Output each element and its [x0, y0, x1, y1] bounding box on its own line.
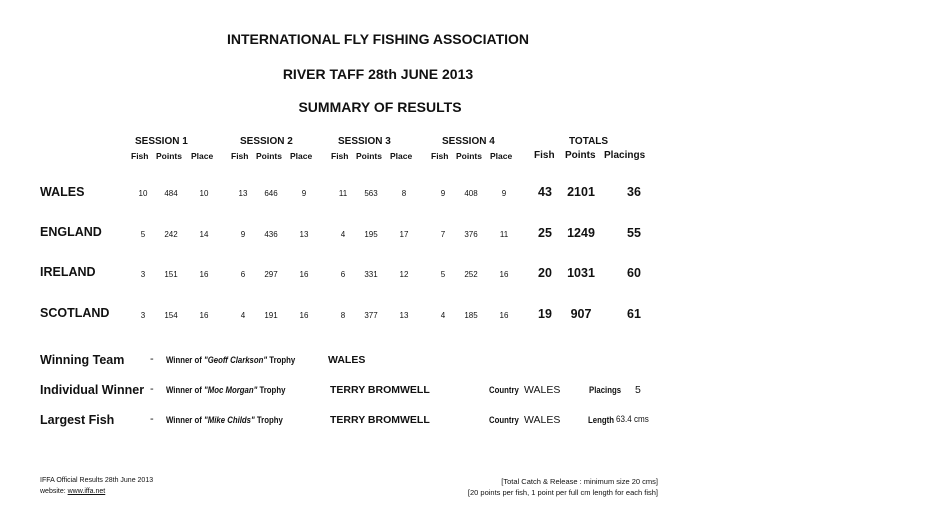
total-placings: 61 [627, 307, 641, 321]
placings-value: 5 [635, 384, 641, 396]
award-dash: - [150, 353, 154, 365]
session-4-header: SESSION 4 [442, 136, 495, 147]
col-header-place: Place [191, 151, 214, 161]
table-cell: 376 [464, 230, 478, 239]
event-title: RIVER TAFF 28th JUNE 2013 [282, 66, 474, 82]
table-cell: 11 [338, 189, 348, 198]
table-cell: 16 [499, 311, 509, 320]
table-cell: 4 [240, 311, 246, 320]
table-cell: 9 [240, 230, 246, 239]
table-cell: 252 [464, 270, 478, 279]
session-2-header: SESSION 2 [240, 136, 293, 147]
total-points: 1031 [567, 266, 595, 280]
table-cell: 242 [164, 230, 178, 239]
table-cell: 6 [240, 270, 246, 279]
table-cell: 9 [501, 189, 507, 198]
table-cell: 8 [340, 311, 346, 320]
country-label: Country [489, 415, 519, 426]
winning-team-name: WALES [328, 354, 366, 366]
total-fish: 19 [538, 307, 552, 321]
table-cell: 16 [499, 270, 509, 279]
largest-fish-winner-name: TERRY BROMWELL [330, 414, 430, 426]
trophy-text: Winner of "Moc Morgan" Trophy [166, 385, 286, 396]
trophy-text: Winner of "Mike Childs" Trophy [166, 415, 283, 426]
col-header-fish: Fish [131, 151, 149, 161]
table-cell: 331 [364, 270, 378, 279]
table-cell: 195 [364, 230, 378, 239]
table-cell: 10 [138, 189, 148, 198]
table-cell: 297 [264, 270, 278, 279]
table-cell: 10 [199, 189, 209, 198]
footer-rule-2: [20 points per fish, 1 point per full cm length for each fish] [467, 488, 658, 497]
total-points: 2101 [567, 185, 595, 199]
table-cell: 484 [164, 189, 178, 198]
table-cell: 14 [199, 230, 209, 239]
award-label-individual: Individual Winner [40, 383, 145, 397]
table-cell: 408 [464, 189, 478, 198]
trophy-text: Winner of "Geoff Clarkson" Trophy [166, 355, 296, 366]
table-cell: 154 [164, 311, 178, 320]
award-dash: - [150, 413, 154, 425]
length-value: 63.4 cms [616, 414, 649, 425]
col-header-place: Place [390, 151, 413, 161]
table-cell: 3 [140, 311, 146, 320]
table-cell: 191 [264, 311, 278, 320]
org-title: INTERNATIONAL FLY FISHING ASSOCIATION [226, 31, 530, 47]
table-cell: 13 [299, 230, 309, 239]
total-points: 1249 [567, 226, 595, 240]
col-header-points: Points [256, 151, 282, 161]
col-header-points: Points [356, 151, 382, 161]
table-cell: 12 [399, 270, 409, 279]
website-link[interactable]: www.iffa.net [67, 488, 106, 495]
table-cell: 151 [164, 270, 178, 279]
total-placings: 55 [627, 226, 641, 240]
placings-label: Placings [589, 385, 622, 396]
totals-header-placings: Placings [604, 150, 646, 161]
total-fish: 20 [538, 266, 552, 280]
footer-website: website: www.iffa.net [40, 488, 106, 495]
table-cell: 13 [399, 311, 409, 320]
session-3-header: SESSION 3 [338, 136, 391, 147]
country-label: Country [489, 385, 519, 396]
table-cell: 5 [440, 270, 446, 279]
total-placings: 36 [627, 185, 641, 199]
length-label: Length [588, 415, 614, 426]
total-fish: 43 [538, 185, 552, 199]
table-cell: 646 [264, 189, 278, 198]
total-points: 907 [570, 307, 592, 321]
col-header-points: Points [156, 151, 182, 161]
award-dash: - [150, 383, 154, 395]
table-cell: 9 [440, 189, 446, 198]
table-cell: 9 [301, 189, 307, 198]
table-cell: 6 [340, 270, 346, 279]
session-1-header: SESSION 1 [135, 136, 188, 147]
col-header-points: Points [456, 151, 482, 161]
table-cell: 17 [399, 230, 409, 239]
table-cell: 7 [440, 230, 446, 239]
totals-header: TOTALS [569, 136, 609, 147]
table-cell: 185 [464, 311, 478, 320]
table-cell: 16 [199, 270, 209, 279]
totals-header-fish: Fish [534, 150, 555, 161]
table-cell: 8 [401, 189, 407, 198]
table-cell: 13 [238, 189, 248, 198]
footer-official-results: IFFA Official Results 28th June 2013 [40, 477, 154, 484]
totals-header-points: Points [565, 150, 596, 161]
table-cell: 3 [140, 270, 146, 279]
country-value: WALES [524, 384, 561, 396]
summary-title: SUMMARY OF RESULTS [298, 99, 462, 115]
award-label-largest-fish: Largest Fish [40, 413, 115, 427]
col-header-fish: Fish [431, 151, 449, 161]
table-cell: 16 [299, 270, 309, 279]
team-name: IRELAND [40, 265, 96, 279]
table-cell: 11 [499, 230, 509, 239]
team-name: SCOTLAND [40, 306, 110, 320]
table-cell: 563 [364, 189, 378, 198]
individual-winner-name: TERRY BROMWELL [330, 384, 430, 396]
table-cell: 16 [299, 311, 309, 320]
col-header-place: Place [290, 151, 313, 161]
total-placings: 60 [627, 266, 641, 280]
table-cell: 16 [199, 311, 209, 320]
col-header-fish: Fish [331, 151, 349, 161]
col-header-place: Place [490, 151, 513, 161]
table-cell: 436 [264, 230, 278, 239]
table-cell: 4 [340, 230, 346, 239]
table-cell: 5 [140, 230, 146, 239]
team-name: ENGLAND [40, 225, 102, 239]
table-cell: 377 [364, 311, 378, 320]
col-header-fish: Fish [231, 151, 249, 161]
table-cell: 4 [440, 311, 446, 320]
award-label-winning-team: Winning Team [40, 353, 125, 367]
team-name: WALES [40, 185, 85, 199]
footer-rule-1: [Total Catch & Release : minimum size 20 cms] [501, 477, 658, 486]
total-fish: 25 [538, 226, 552, 240]
country-value: WALES [524, 414, 561, 426]
